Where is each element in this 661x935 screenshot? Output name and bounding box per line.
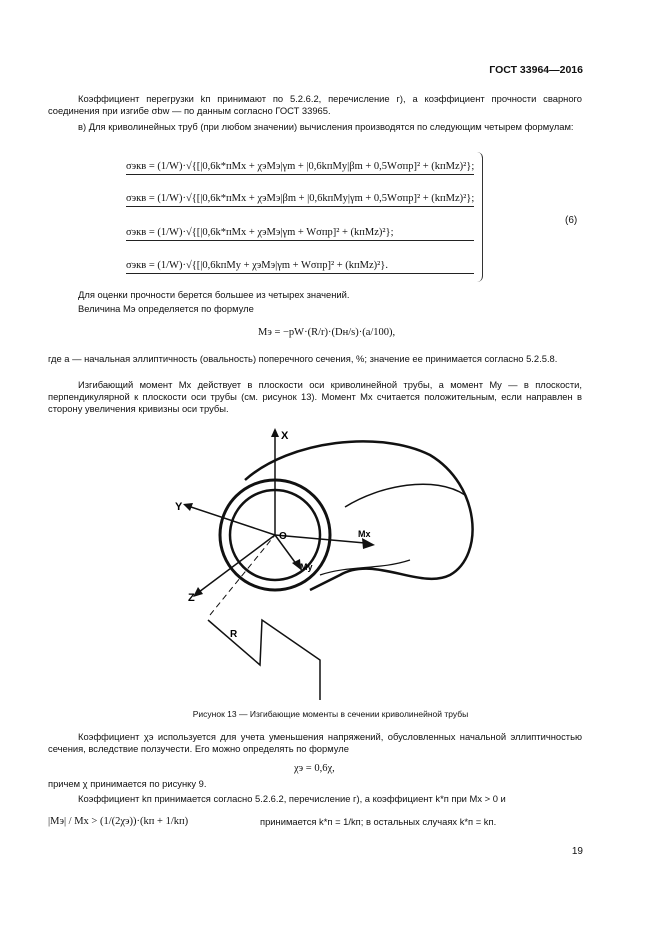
page-number: 19 xyxy=(571,846,583,857)
formula-stress-4: σэкв = (1/W)·√{[|0,6kпMy + χэMэ|γm + Wσпр]² + (kпMz)²}. xyxy=(126,259,474,274)
formula-inequality: |Mэ| / Mx > (1/(2χэ))·(kп + 1/kп) xyxy=(48,816,189,827)
standard-header: ГОСТ 33964—2016 xyxy=(489,64,583,76)
label-my: My xyxy=(300,562,313,572)
paragraph-bending-moment: Изгибающий момент Mx действует в плоскости оси криволинейной трубы, а момент My — в плоскости, перпендикулярной к плоскости оси трубы (см. рисунок 13). Момент Mx считается положительным, если направлен в сторону увеличения кривизны оси трубы. xyxy=(48,379,582,415)
axis-x-arrowhead xyxy=(271,428,279,437)
label-mx: Mx xyxy=(358,529,371,539)
figure-bending-moments xyxy=(150,425,520,705)
pipe-inner-curve xyxy=(345,484,465,507)
paragraph-kp-star: принимается k*п = 1/kп; в остальных случаях k*п = kп. xyxy=(260,816,497,827)
formula-stress-1: σэкв = (1/W)·√{[|0,6k*пMx + χэMэ|γm + |0,6kпMy|βm + 0,5Wσпр]² + (kпMz)²}; xyxy=(126,160,474,175)
formula-me: Mэ = −pW·(R/r)·(Dн/s)·(a/100), xyxy=(258,327,396,338)
paragraph-kp-coefficient: Коэффициент kп принимается согласно 5.2.6.2, перечисление г), а коэффициент k*п при Mx > 0 и xyxy=(78,793,506,804)
label-y: Y xyxy=(175,501,183,513)
moment-mx-arrowhead xyxy=(362,538,375,549)
label-z: Z xyxy=(188,592,195,604)
figure-caption: Рисунок 13 — Изгибающие моменты в сечении криволинейной трубы xyxy=(192,709,469,719)
paragraph-chi-figure: причем χ принимается по рисунку 9. xyxy=(48,778,207,789)
paragraph-curved-pipes: в) Для криволинейных труб (при любом значении) вычисления производятся по следующим четырем формулам: xyxy=(78,121,574,132)
axis-y-arrowhead xyxy=(183,503,193,511)
radius-zigzag xyxy=(208,620,320,700)
label-r: R xyxy=(230,629,238,640)
paragraph-overload-coefficient: Коэффициент перегрузки kп принимают по 5.2.6.2, перечисление г), а коэффициент прочности сварного соединения при изгибе σbw — по данным согласно ГОСТ 33965. xyxy=(48,93,582,117)
formula-stress-2: σэкв = (1/W)·√{[|0,6k*пMx + χэMэ|βm + |0,6kпMy|γm + 0,5Wσпр]² + (kпMz)²}; xyxy=(126,192,474,207)
paragraph-me-definition: Величина Mэ определяется по формуле xyxy=(78,303,254,314)
radius-dash-line xyxy=(210,535,275,615)
label-x: X xyxy=(281,430,289,442)
paragraph-chi-coefficient: Коэффициент χэ используется для учета уменьшения напряжений, обусловленных начальной эллиптичностью сечения, вследствие ползучести. Его можно определять по формуле xyxy=(48,731,582,755)
paragraph-max-value: Для оценки прочности берется большее из четырех значений. xyxy=(78,289,350,300)
label-o: O xyxy=(279,531,287,542)
axis-z-line xyxy=(195,535,275,595)
formula-stress-3: σэкв = (1/W)·√{[|0,6k*пMx + χэMэ|γm + Wσпр]² + (kпMz)²}; xyxy=(126,226,474,241)
paragraph-ellipticity: где a — начальная эллиптичность (овальность) поперечного сечения, %; значение ее принимается согласно 5.2.5.8. xyxy=(48,353,558,364)
formula-chi: χэ = 0,6χ, xyxy=(294,763,335,774)
equation-number: (6) xyxy=(565,215,578,226)
